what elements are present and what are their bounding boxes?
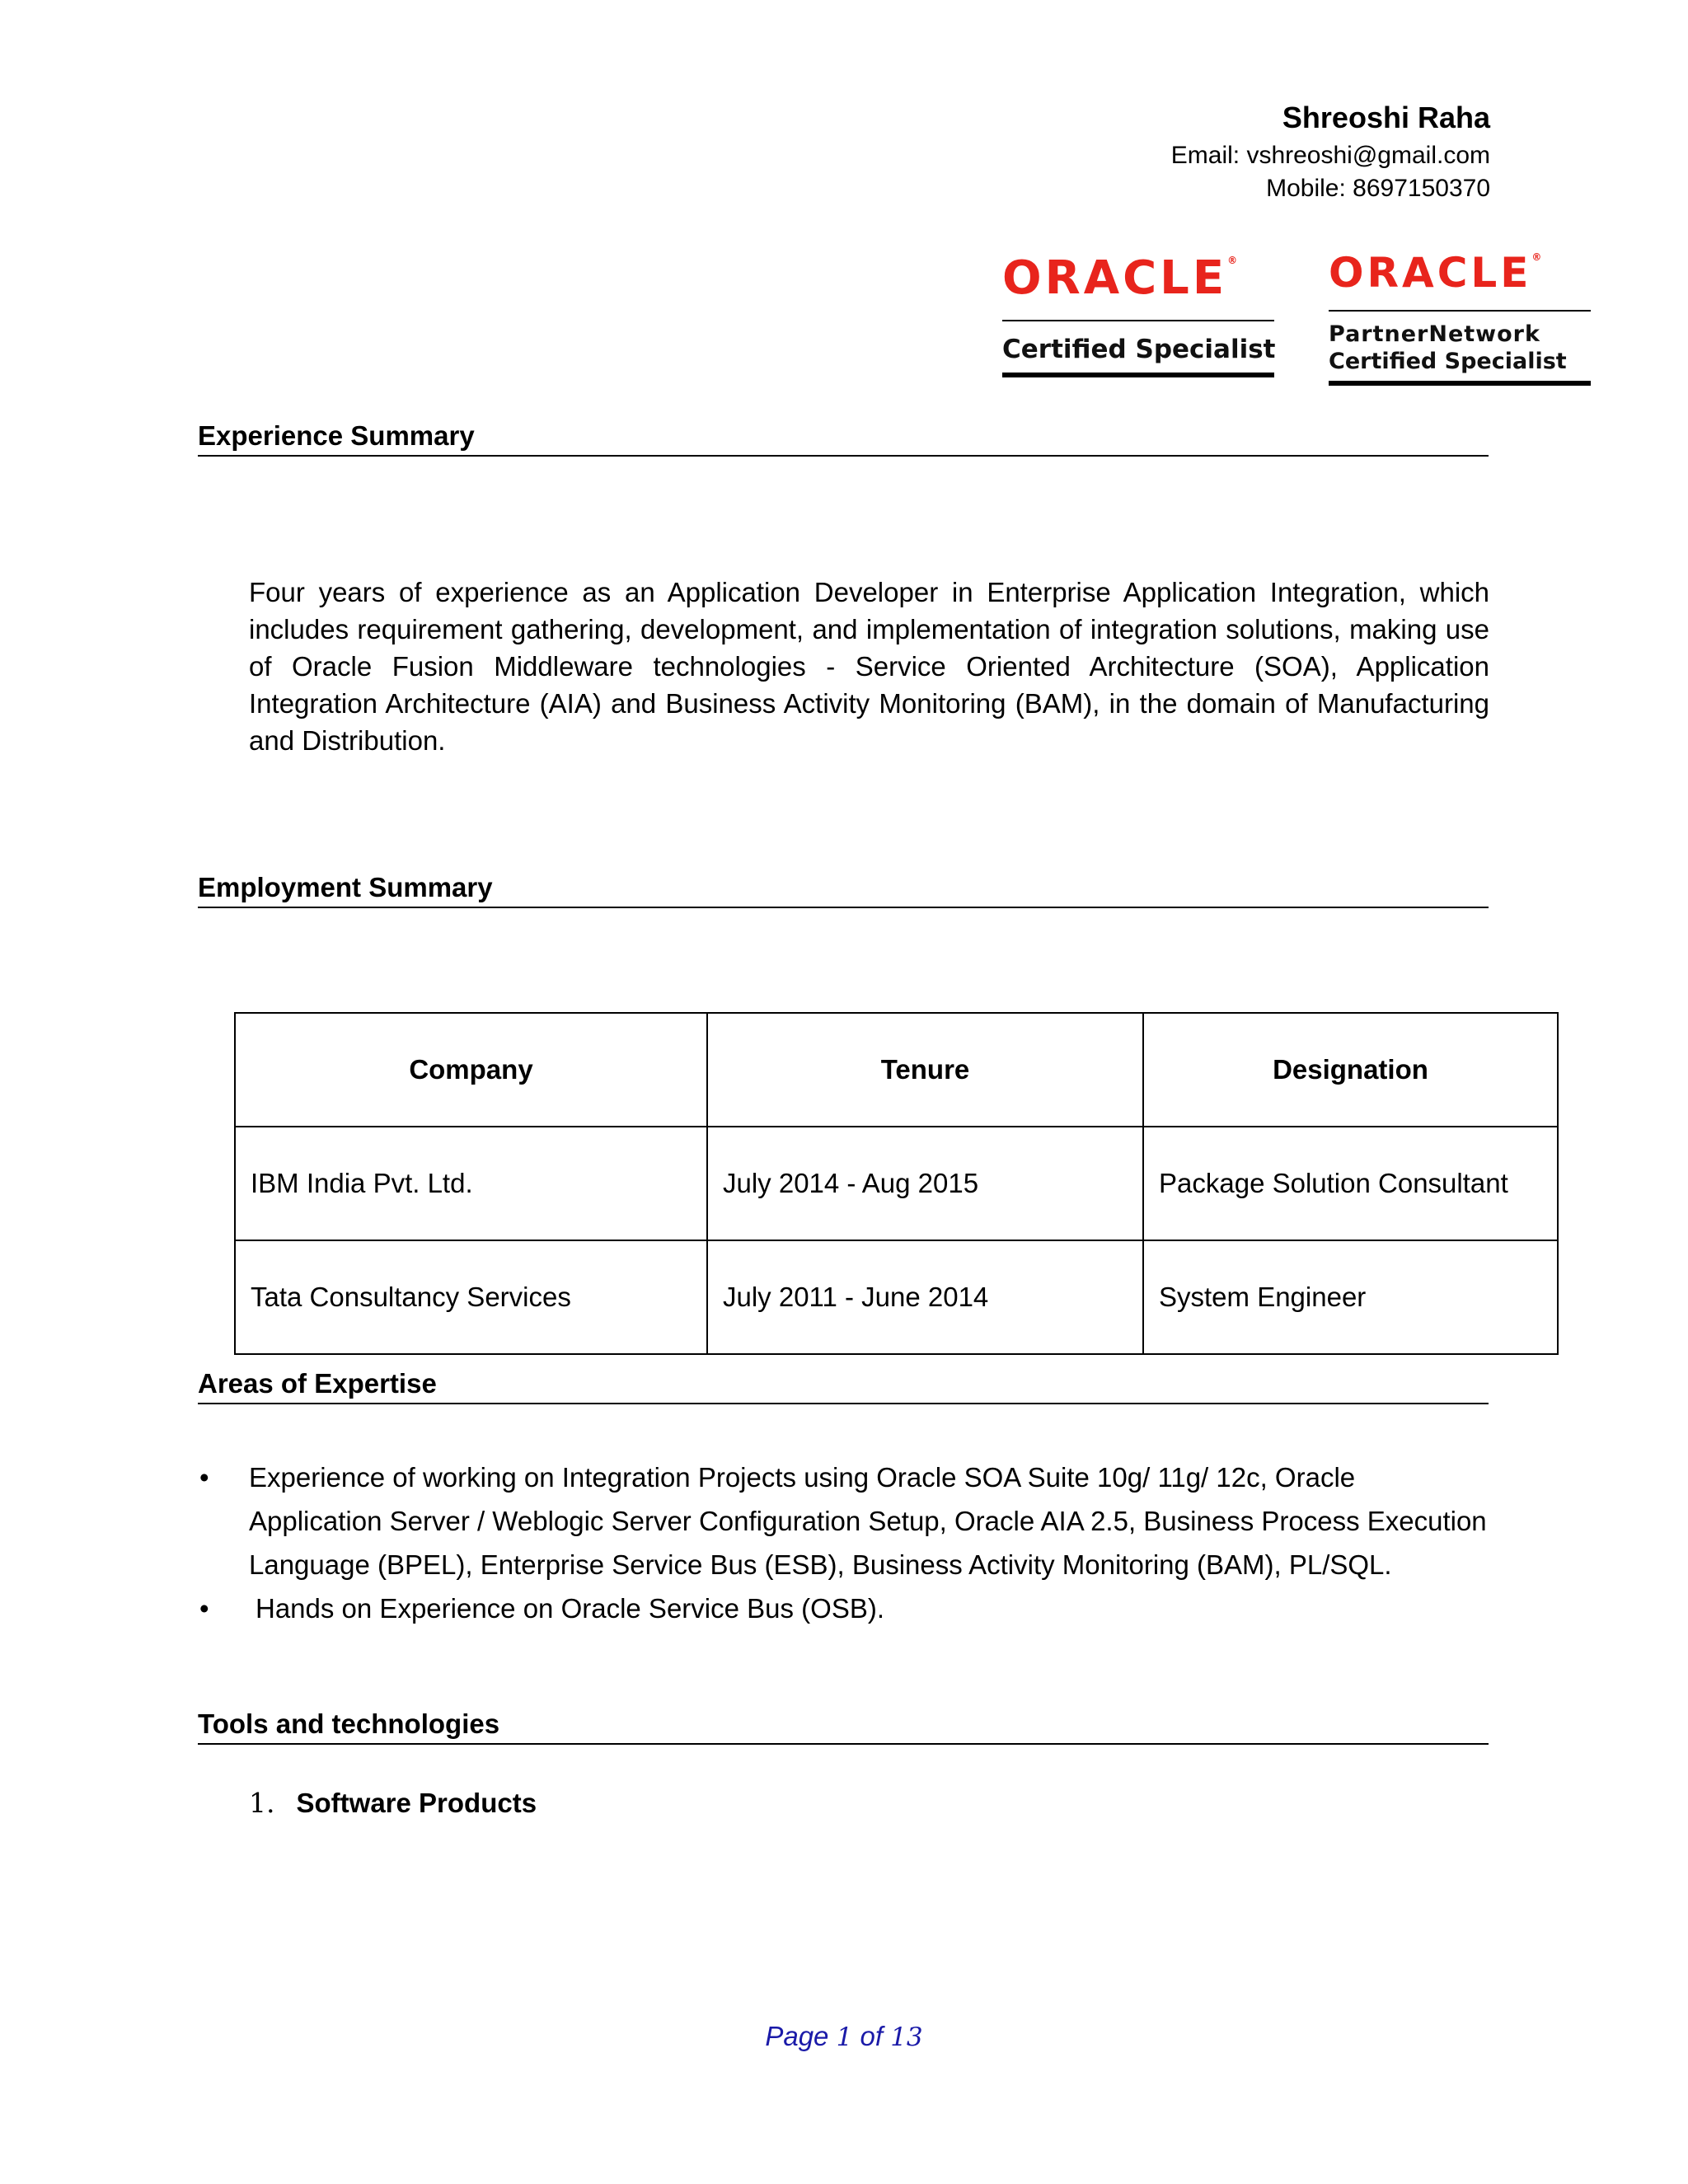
- designation-cell: Package Solution Consultant: [1143, 1127, 1558, 1240]
- logo-underline: [1329, 381, 1591, 386]
- logo-wordmark: ORACLE: [1329, 249, 1532, 297]
- column-header-tenure: Tenure: [707, 1013, 1143, 1127]
- experience-summary-heading: Experience Summary: [198, 420, 1489, 457]
- experience-summary-text: Four years of experience as an Application Developer in Enterprise Application Integration, which includes requirement gathering, development, and implementation of integration solutions, making use of Oracle Fusion Middleware technologies - Service Oriented Architecture (SOA), Application Integration Architecture (AIA) and Business Activity Monitoring (BAM), in the domain of Manufacturing and Distribution.: [249, 577, 1489, 756]
- employment-table: [234, 1012, 1559, 1355]
- page-footer: [0, 2021, 1688, 2052]
- areas-of-expertise-heading: Areas of Expertise: [198, 1368, 1489, 1404]
- item-number: 1.: [249, 1787, 275, 1819]
- current-page-number: 1: [836, 2022, 853, 2052]
- logo-subtitle: Certified Specialist: [1002, 335, 1276, 364]
- table-row: [235, 1240, 1558, 1354]
- item-label: Software Products: [296, 1788, 537, 1818]
- logo-subtitle-line1: PartnerNetwork: [1329, 321, 1540, 347]
- logo-rule: [1002, 320, 1274, 321]
- logo-rule: [1329, 310, 1591, 312]
- bullet-icon: •: [199, 1593, 209, 1624]
- registered-mark: ®: [1227, 255, 1241, 266]
- tools-heading: Tools and technologies: [198, 1708, 1489, 1745]
- column-header-company: Company: [235, 1013, 707, 1127]
- designation-cell: System Engineer: [1143, 1240, 1558, 1354]
- list-item-text: Experience of working on Integration Projects using Oracle SOA Suite 10g/ 11g/ 12c, Oracle Application Server / Weblogic Server Configuration Setup, Oracle AIA 2.5, Business Process Execution Language (BPEL), Enterprise Service Bus (ESB), Business Activity Monitoring (BAM), PL/SQL.: [249, 1462, 1487, 1580]
- expertise-list: [198, 1455, 1492, 1630]
- tenure-cell: July 2011 - June 2014: [707, 1240, 1143, 1354]
- company-cell: Tata Consultancy Services: [235, 1240, 707, 1354]
- employment-summary-heading: Employment Summary: [198, 872, 1489, 908]
- numbered-item: [249, 1787, 537, 1819]
- mobile-line: Mobile: 8697150370: [1266, 175, 1490, 202]
- page-label: Page: [765, 2021, 829, 2051]
- total-pages-number: 13: [890, 2022, 923, 2052]
- oracle-certified-specialist-logo: [1002, 251, 1282, 377]
- tenure-cell: July 2014 - Aug 2015: [707, 1127, 1143, 1240]
- email-line: Email: vshreoshi@gmail.com: [1170, 142, 1490, 169]
- table-row: [235, 1127, 1558, 1240]
- company-cell: IBM India Pvt. Ltd.: [235, 1127, 707, 1240]
- table-header-row: [235, 1013, 1558, 1127]
- column-header-designation: Designation: [1143, 1013, 1558, 1127]
- list-item: [198, 1455, 1492, 1586]
- list-item-text: Hands on Experience on Oracle Service Bus (OSB).: [256, 1593, 885, 1624]
- oracle-partnernetwork-logo: [1329, 249, 1601, 386]
- list-item: [198, 1586, 1492, 1630]
- of-label: of: [860, 2021, 884, 2051]
- logo-underline: [1002, 373, 1274, 377]
- logo-subtitle-line2: Certified Specialist: [1329, 349, 1567, 374]
- logo-wordmark: ORACLE: [1002, 251, 1228, 305]
- registered-mark: ®: [1531, 251, 1545, 263]
- candidate-name: Shreoshi Raha: [1282, 101, 1490, 134]
- bullet-icon: •: [199, 1462, 209, 1493]
